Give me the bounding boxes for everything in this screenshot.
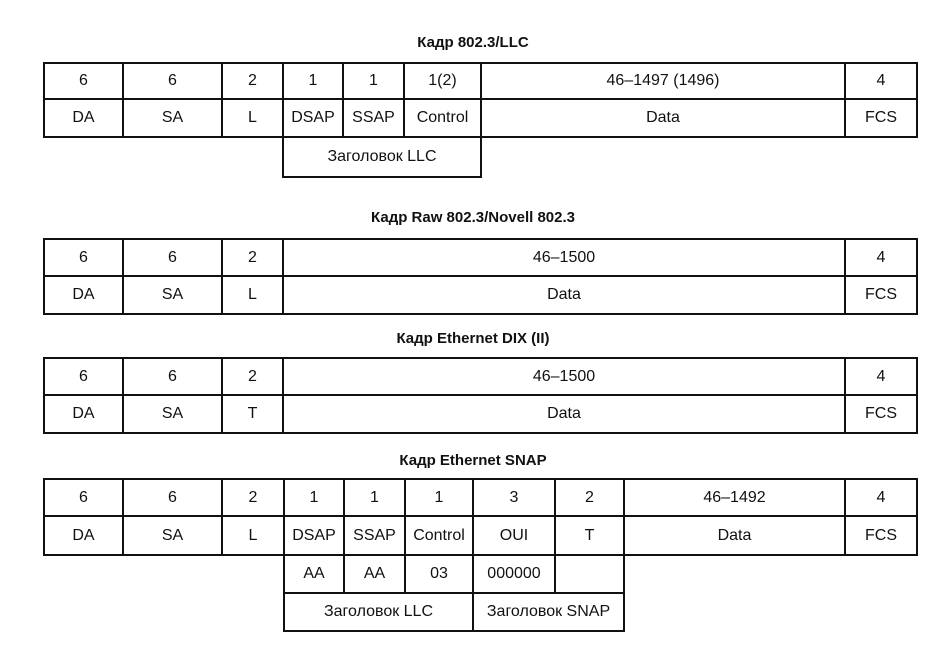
field-fcs: FCS — [865, 109, 897, 126]
size-data: 46–1497 (1496) — [606, 72, 720, 89]
field-fcs: FCS — [865, 526, 897, 544]
field-fcs: FCS — [865, 405, 897, 422]
field-oui: OUI — [499, 526, 529, 544]
size-fcs: 4 — [876, 72, 886, 89]
size-l: 2 — [248, 72, 257, 89]
size-l: 2 — [248, 488, 258, 506]
size-dsap: 1 — [308, 72, 318, 89]
field-l: L — [248, 109, 257, 126]
field-l: L — [248, 526, 258, 544]
field-control: Control — [416, 109, 469, 126]
field-t: T — [584, 526, 595, 544]
value-dsap: AA — [303, 565, 325, 582]
size-fcs: 4 — [876, 248, 886, 266]
size-sa: 6 — [168, 248, 177, 266]
field-fcs: FCS — [865, 286, 897, 303]
field-t: T — [247, 405, 258, 422]
field-sa: SA — [161, 526, 184, 544]
field-data: Data — [547, 405, 581, 422]
size-data: 46–1492 — [703, 488, 766, 506]
field-da: DA — [72, 405, 95, 422]
size-fcs: 4 — [876, 488, 886, 506]
field-ssap: SSAP — [352, 109, 395, 126]
size-t: 2 — [585, 488, 594, 506]
frame-802-3-llc-title: Кадр 802.3/LLC — [417, 34, 529, 51]
size-sa: 6 — [168, 488, 177, 506]
value-ssap: AA — [363, 565, 386, 582]
field-da: DA — [72, 526, 95, 544]
field-sa: SA — [161, 286, 184, 303]
size-control: 1(2) — [428, 72, 457, 89]
field-sa: SA — [161, 109, 184, 126]
field-da: DA — [72, 286, 95, 303]
field-data: Data — [547, 286, 581, 303]
llc-header-label: Заголовок LLC — [327, 148, 437, 165]
field-data: Data — [646, 109, 680, 126]
snap-header-label: Заголовок SNAP — [486, 603, 611, 620]
size-da: 6 — [79, 488, 88, 506]
field-sa: SA — [161, 405, 184, 422]
frame-ethernet-snap-title: Кадр Ethernet SNAP — [399, 452, 547, 469]
field-ssap: SSAP — [353, 526, 396, 544]
size-t: 2 — [248, 367, 257, 385]
size-oui: 3 — [509, 488, 519, 506]
size-dsap: 1 — [309, 488, 319, 506]
size-sa: 6 — [168, 72, 177, 89]
size-da: 6 — [79, 248, 88, 266]
value-t — [555, 555, 624, 593]
llc-header-label: Заголовок LLC — [323, 603, 434, 620]
size-ssap: 1 — [369, 72, 378, 89]
frame-raw-802-3-title: Кадр Raw 802.3/Novell 802.3 — [371, 209, 575, 226]
size-da: 6 — [79, 72, 88, 89]
value-oui: 000000 — [487, 565, 541, 582]
field-dsap: DSAP — [291, 109, 335, 126]
size-data: 46–1500 — [532, 248, 596, 266]
field-data: Data — [717, 526, 752, 544]
size-sa: 6 — [168, 367, 177, 385]
value-control: 03 — [430, 565, 448, 582]
size-da: 6 — [79, 367, 88, 385]
size-fcs: 4 — [876, 367, 886, 385]
size-data: 46–1500 — [532, 367, 596, 385]
size-l: 2 — [248, 248, 257, 266]
size-control: 1 — [434, 488, 444, 506]
field-l: L — [248, 286, 257, 303]
field-da: DA — [72, 109, 95, 126]
field-dsap: DSAP — [292, 526, 336, 544]
frame-ethernet-dix-title: Кадр Ethernet DIX (II) — [396, 330, 550, 347]
field-control: Control — [413, 526, 465, 544]
size-ssap: 1 — [370, 488, 379, 506]
